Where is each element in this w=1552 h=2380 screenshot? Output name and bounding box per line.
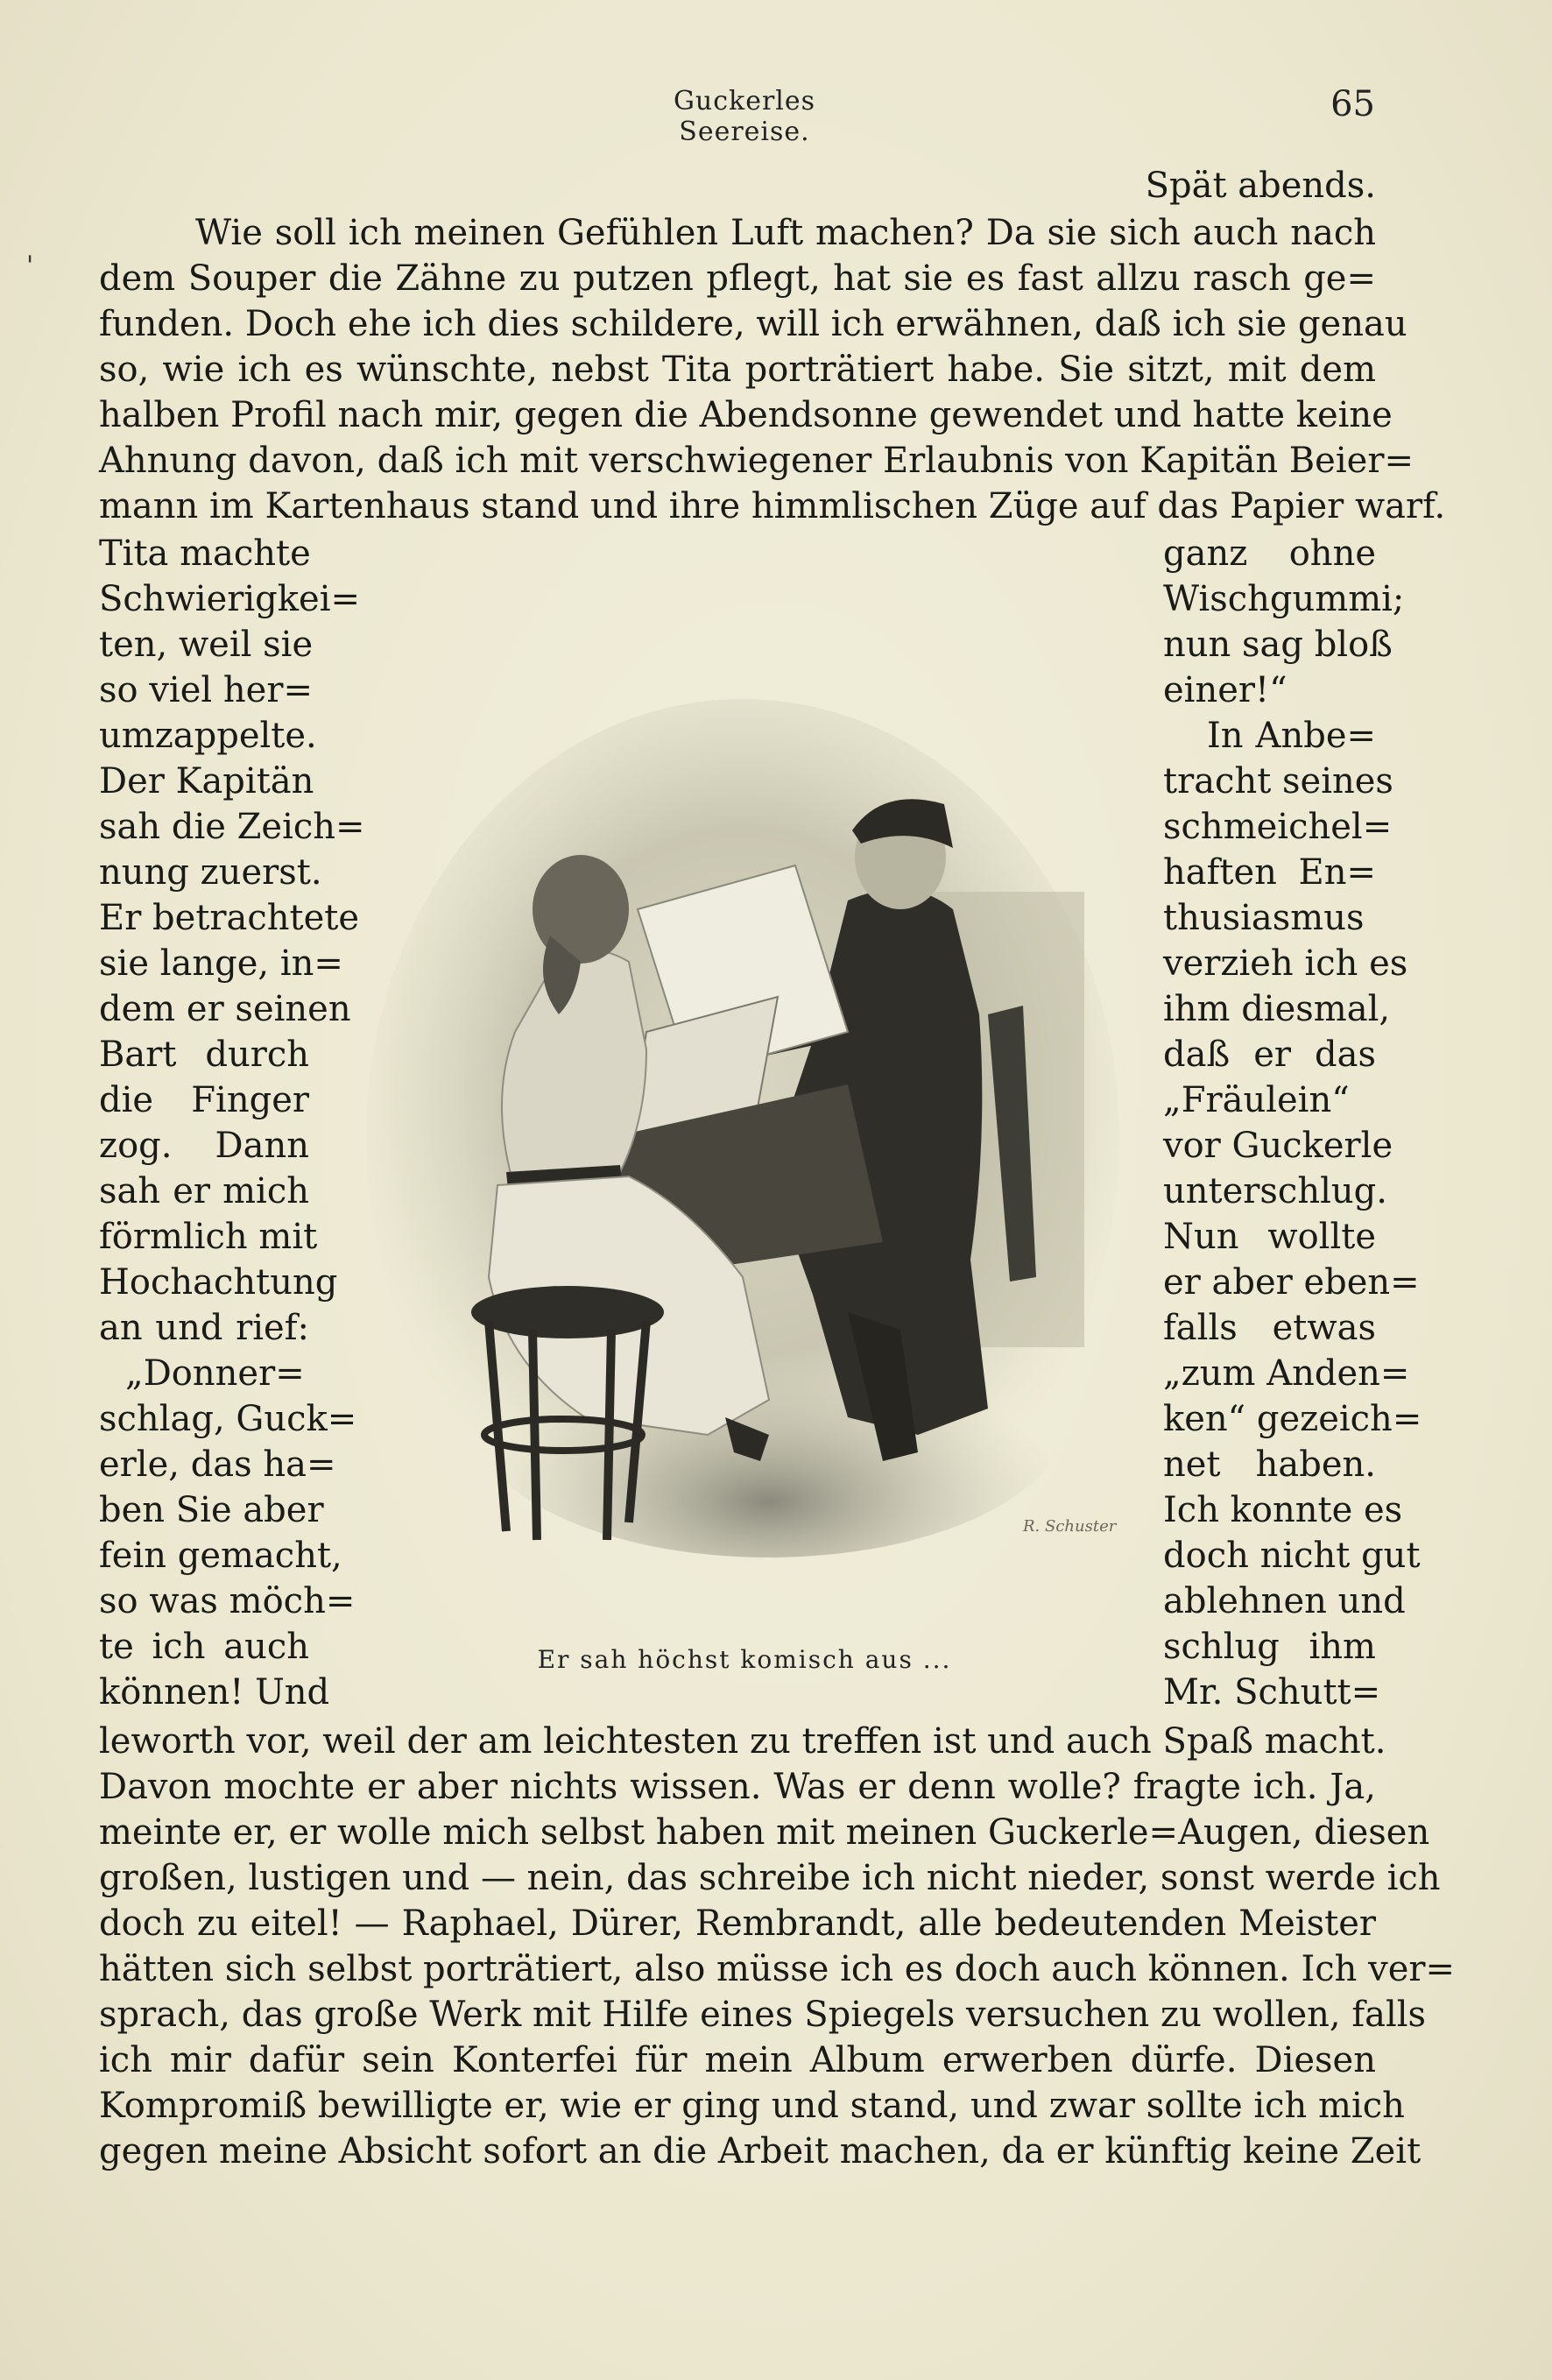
text-line: erle, das ha= (99, 1444, 336, 1485)
text-line: so was möch= (99, 1581, 356, 1621)
text-line: „zum Anden= (1163, 1353, 1410, 1394)
text-line: ablehnen und (1163, 1581, 1406, 1621)
margin-mark: ' (26, 251, 34, 281)
text-line: thusiasmus (1163, 898, 1365, 938)
text-line: nung zuerst. (99, 852, 322, 893)
text-line: Er betrachtete (99, 898, 360, 938)
text-line: er aber eben= (1163, 1262, 1420, 1303)
text-line: dem Souper die Zähne zu putzen pflegt, hat sie es fast allzu rasch ge= (99, 258, 1376, 299)
text-line: te ich auch (99, 1627, 309, 1667)
text-line: ten, weil sie (99, 625, 314, 665)
text-line: dem er seinen (99, 989, 351, 1029)
text-line: Nun wollte (1163, 1217, 1376, 1257)
text-line: mann im Kartenhaus stand und ihre himmlischen Züge auf das Papier warf. (99, 486, 1446, 526)
text-line: Schwierigkei= (99, 579, 361, 619)
text-line: ken“ gezeich= (1163, 1399, 1422, 1439)
text-line: ihm diesmal, (1163, 989, 1391, 1029)
text-line: schlug ihm (1163, 1627, 1376, 1667)
text-line: nun sag bloß (1163, 625, 1393, 665)
text-line: tracht seines (1163, 761, 1393, 802)
text-line: Mr. Schutt= (1163, 1672, 1381, 1713)
illustration-caption: Er sah höchst komisch aus ... (537, 1645, 952, 1674)
text-line: Wie soll ich meinen Gefühlen Luft machen? Da sie sich auch nach (195, 213, 1376, 253)
text-line: funden. Doch ehe ich dies schildere, will ich erwähnen, daß ich sie genau (99, 304, 1407, 344)
illustration (357, 646, 1128, 1593)
engraving-image (357, 646, 1128, 1593)
text-line: sah die Zeich= (99, 807, 365, 847)
text-line: halben Profil nach mir, gegen die Abendsonne gewendet und hatte keine (99, 395, 1393, 435)
stool-seat (471, 1286, 664, 1338)
text-line: unterschlug. (1163, 1171, 1387, 1211)
text-line: förmlich mit (99, 1217, 318, 1257)
text-line: zog. Dann (99, 1126, 309, 1166)
text-line: sie lange, in= (99, 943, 343, 984)
text-line: ganz ohne (1163, 533, 1376, 574)
text-line: können! Und (99, 1672, 330, 1713)
text-line: schlag, Guck= (99, 1399, 357, 1439)
text-line: Bart durch (99, 1035, 309, 1075)
text-line: Der Kapitän (99, 761, 314, 802)
text-line: doch nicht gut (1163, 1536, 1421, 1576)
text-line: umzappelte. (99, 716, 317, 756)
text-line: meinte er, er wolle mich selbst haben mit meinen Guckerle=Augen, diesen (99, 1812, 1430, 1853)
text-line: Kompromiß bewilligte er, wie er ging und stand, und zwar sollte ich mich (99, 2086, 1405, 2126)
text-line: Hochachtung (99, 1262, 338, 1303)
text-line: einer!“ (1163, 670, 1287, 710)
artist-signature: R. Schuster (1023, 1517, 1117, 1536)
text-line: daß er das (1163, 1035, 1376, 1075)
text-line: Davon mochte er aber nichts wissen. Was er denn wolle? fragte ich. Ja, (99, 1767, 1376, 1807)
text-line: sprach, das große Werk mit Hilfe eines Spiegels versuchen zu wollen, falls (99, 1995, 1427, 2035)
text-line: schmeichel= (1163, 807, 1393, 847)
text-line: gegen meine Absicht sofort an die Arbeit machen, da er künftig keine Zeit (99, 2131, 1421, 2172)
text-line: „Donner= (125, 1353, 305, 1394)
text-line: leworth vor, weil der am leichtesten zu treffen ist und auch Spaß macht. (99, 1721, 1386, 1762)
text-line: so viel her= (99, 670, 313, 710)
text-line: Ahnung davon, daß ich mit verschwiegener Erlaubnis von Kapitän Beier= (99, 441, 1414, 481)
text-line: net haben. (1163, 1444, 1376, 1485)
text-line: hätten sich selbst porträtiert, also müsse ich es doch auch können. Ich ver= (99, 1949, 1456, 1989)
text-line: ich mir dafür sein Konterfei für mein Album erwerben dürfe. Diesen (99, 2040, 1376, 2080)
text-line: die Finger (99, 1080, 309, 1120)
text-line: Tita machte (99, 533, 311, 574)
text-line: In Anbe= (1207, 716, 1376, 756)
text-line: vor Guckerle (1163, 1126, 1393, 1166)
text-line: Ich konnte es (1163, 1490, 1403, 1530)
text-line: Wischgummi; (1163, 579, 1405, 619)
text-line: „Fräulein“ (1163, 1080, 1350, 1120)
text-line: doch zu eitel! — Raphael, Dürer, Rembrandt, alle bedeutenden Meister (99, 1903, 1376, 1944)
text-line: haften En= (1163, 852, 1376, 893)
text-line: fein gemacht, (99, 1536, 342, 1576)
text-line: ben Sie aber (99, 1490, 324, 1530)
text-line: an und rief: (99, 1308, 309, 1348)
text-line: Spät abends. (1145, 166, 1376, 206)
running-head: Guckerles Seereise. (673, 86, 816, 147)
text-line: großen, lustigen und — nein, das schreibe ich nicht nieder, sonst werde ich (99, 1858, 1441, 1898)
page-number: 65 (1330, 84, 1375, 124)
text-line: sah er mich (99, 1171, 309, 1211)
text-line: falls etwas (1163, 1308, 1376, 1348)
text-line: verzieh ich es (1163, 943, 1408, 984)
text-line: so, wie ich es wünschte, nebst Tita porträtiert habe. Sie sitzt, mit dem (99, 350, 1376, 390)
